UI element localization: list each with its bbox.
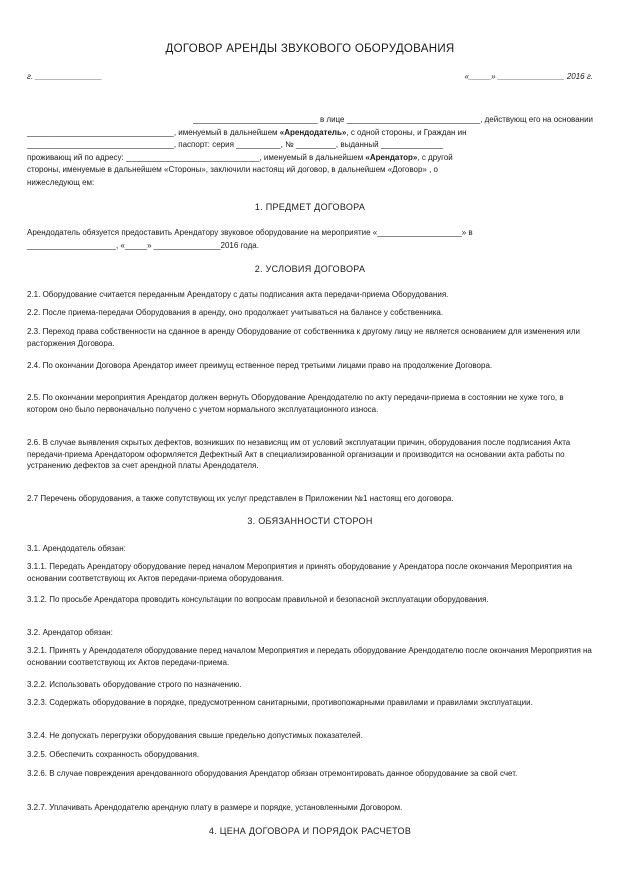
parties-line-3: _________________________________, паспорт: серия __________, № _________, выданный ______________	[27, 140, 444, 150]
clause-3-1: 3.1. Арендодатель обязан:	[27, 544, 126, 553]
clause-2-5: 2.5. По окончании мероприятия Арендатор должен вернуть Оборудование Арендодателю по акту передачи-приема в состоянии не хуже того, в котором оно было первоначально получено с учетом нормального эксплуатационного износа.	[27, 393, 564, 414]
clause-2-4: 2.4. По окончании Договора Арендатор имеет преимущ ественное перед третьими лицами право на продолжение Договора.	[27, 361, 493, 370]
section-2-title: 2. УСЛОВИЯ ДОГОВОРА	[254, 264, 366, 274]
section-4-title: 4. ЦЕНА ДОГОВОРА И ПОРЯДОК РАСЧЕТОВ	[208, 826, 412, 836]
section-1-line-2: ____________________, «_____» _______________2016 года.	[27, 240, 259, 250]
lessee-term: «Арендатор»	[365, 152, 418, 162]
section-1-title: 1. ПРЕДМЕТ ДОГОВОРА	[254, 202, 366, 212]
clause-2-6: 2.6. В случае выявления скрытых дефектов, возникших по независящ им от условий эксплуатации причин, оборудования после подписания Акта передачи-приема Арендатором оформляется Дефектный Акт в специализированной организации и производится на основании акта работы по устранению дефектов за счет арендной платы Арендодателя.	[27, 438, 571, 470]
parties-line-2-text: _________________________________, именуемый в дальнейшем	[27, 127, 280, 137]
parties-line-2-end: , с одной стороны, и Граждан ин	[346, 127, 467, 137]
clause-2-7: 2.7 Перечень оборудования, а также сопутствующ их услуг представлен в Приложении №1 настоящ его договора.	[27, 494, 454, 503]
clause-2-3: 2.3. Переход права собственности на сданное в аренду Оборудование от собственника к другому лицу не является основанием для изменения или расторжения Договора.	[27, 327, 580, 348]
clause-3-2-4: 3.2.4. Не допускать перегрузки оборудования свыше предельно допустимых показателей.	[27, 731, 363, 740]
parties-line-4	[27, 152, 593, 165]
clause-3-2-3: 3.2.3. Содержать оборудование в порядке, предусмотренном санитарными, противопожарными правилами и правилами эксплуатации.	[27, 698, 533, 707]
clause-3-1-1: 3.1.1. Передать Арендатору оборудование перед началом Мероприятия и принять оборудование у Арендатора после окончания Мероприятия на основании соответствующ их Актов передачи-приема оборудования.	[27, 562, 573, 583]
clause-3-1-2: 3.1.2. По просьбе Арендатора проводить консультации по вопросам правильной и безопасной эксплуатации оборудования.	[27, 595, 489, 604]
document-title: ДОГОВОР АРЕНДЫ ЗВУКОВОГО ОБОРУДОВАНИЯ	[165, 43, 455, 55]
section-1-paragraph	[27, 227, 593, 252]
clause-3-2-7: 3.2.7. Уплачивать Арендодателю арендную плату в размере и порядке, установленными Договором.	[27, 803, 403, 812]
section-3-title: 3. ОБЯЗАННОСТИ СТОРОН	[247, 516, 373, 526]
section-1-line-1: Арендодатель обязуется предоставить Арендатору звуковое оборудование на мероприятие «___________________» в	[27, 228, 473, 237]
city-field: г. _______________	[27, 72, 103, 81]
parties-line-1: ____________________________ в лице ______________________________, действующ его на основании	[193, 115, 593, 124]
date-field: «_____» _______________ 2016 г.	[464, 72, 593, 81]
lessor-term: «Арендодатель»	[279, 127, 347, 137]
clause-3-2-6: 3.2.6. В случае повреждения арендованного оборудования Арендатор обязан отремонтировать данное оборудование за свой счет.	[27, 769, 518, 778]
parties-paragraph	[27, 114, 593, 190]
clause-2-2: 2.2. После приема-передачи Оборудования в аренду, оно продолжает учитываться на балансе у собственника.	[27, 308, 444, 317]
parties-line-6: нижеследующ ем:	[27, 177, 95, 187]
clause-3-2: 3.2. Арендатор обязан:	[27, 628, 113, 637]
clause-3-2-2: 3.2.2. Использовать оборудование строго по назначению.	[27, 680, 242, 689]
parties-line-5: стороны, именуемые в дальнейшем «Стороны», заключили настоящ ий договор, в дальнейшем «Договор» , о	[27, 165, 438, 175]
parties-line-4-end: , с другой	[417, 152, 453, 162]
parties-line-2	[27, 127, 593, 140]
clause-2-1: 2.1. Оборудование считается переданным Арендатору с даты подписания акта передачи-приема Оборудования.	[27, 290, 449, 299]
parties-line-4-text: проживающ ий по адресу: ______________________________, именуемый в дальнейшем	[27, 152, 366, 162]
clause-3-2-5: 3.2.5. Обеспечить сохранность оборудования.	[27, 750, 200, 759]
clause-3-2-1: 3.2.1. Принять у Арендодателя оборудование перед началом Мероприятия и передать оборудование Арендодателю после окончания Мероприятия на основании соответствующ их Актов передачи-приема.	[27, 646, 592, 667]
